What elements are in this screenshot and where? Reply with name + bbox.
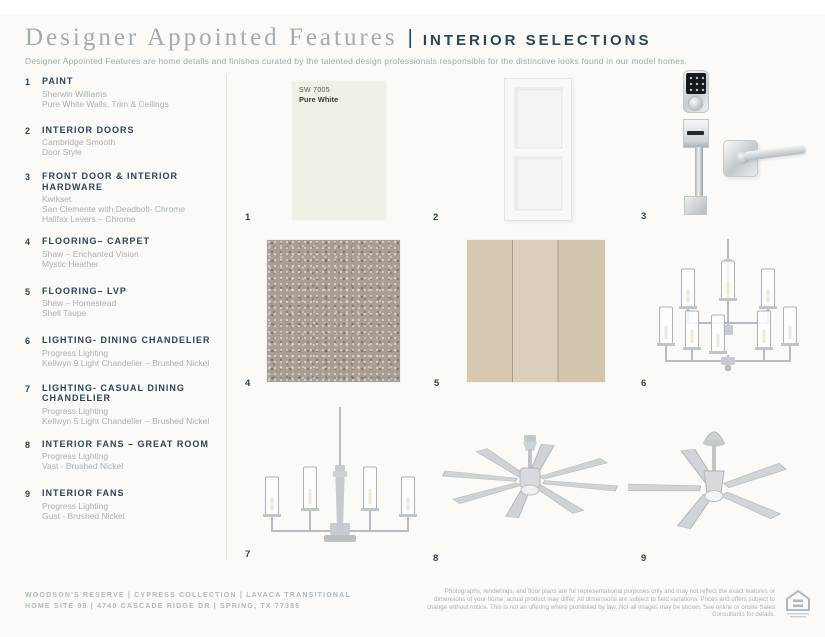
selection-number: 9 — [25, 489, 31, 499]
selection-number: 2 — [25, 125, 31, 136]
selection-heading: LIGHTING- DINING CHANDELIER — [42, 335, 211, 345]
vertical-divider — [226, 74, 227, 560]
paint-swatch-image — [292, 81, 386, 220]
selection-item-6 — [25, 335, 230, 368]
selection-detail: Progress Lighting — [42, 451, 109, 461]
selection-heading: LIGHTING- CASUAL DINING CHANDELIER — [42, 382, 185, 403]
image-caption-2: 2 — [433, 212, 439, 223]
carpet-sample-image — [267, 240, 400, 382]
handleset-thumb-latch — [687, 131, 704, 135]
selection-detail: Shaw – Homestead — [42, 298, 117, 308]
selection-heading: FRONT DOOR & INTERIOR HARDWARE — [42, 171, 178, 192]
selection-number: 4 — [25, 237, 31, 247]
selections-list — [25, 76, 230, 536]
footer-line-2: HOME SITE 99 | 4740 CASCADE RIDGE DR | SPRING, TX 77386 — [25, 603, 301, 610]
great-room-fan-image — [440, 413, 620, 551]
selection-item-2 — [25, 125, 230, 158]
selection-number: 1 — [25, 77, 31, 87]
selection-detail: Progress Lighting — [42, 347, 109, 358]
selection-heading: INTERIOR DOORS — [42, 124, 135, 135]
footer-disclaimer: Photographs, renderings, and floor plans are for representational purposes only and may not reflect the exact features or dimensions of your home; actual product may differ. All dimensions are subject to field variations. Prices and offers subject to change without notice. This is not an offering where prohibited by law. Not all images may be shown. See online or onsite Sales Consultants for details. — [426, 588, 775, 619]
lvp-sample-image — [467, 240, 605, 382]
selection-detail: Kellwyn 9 Light Chandelier – Brushed Nickel — [42, 357, 210, 368]
image-caption-3: 3 — [641, 211, 647, 222]
selection-heading: FLOORING– CARPET — [42, 236, 151, 246]
keypad-screen — [686, 73, 706, 94]
equal-housing-opportunity-icon — [784, 589, 812, 619]
selection-detail: Gust - Brushed Nickel — [42, 510, 125, 521]
selection-item-1 — [25, 76, 230, 109]
image-caption-6: 6 — [641, 378, 647, 389]
selection-detail: Shell Taupe — [42, 308, 87, 318]
casual-dining-chandelier-5-light-image — [250, 405, 430, 553]
door-panel-top — [514, 87, 563, 149]
selection-heading: PAINT — [42, 76, 74, 86]
image-caption-7: 7 — [245, 549, 251, 560]
title-serif: Designer Appointed Features — [25, 24, 398, 51]
header — [25, 24, 805, 66]
selection-detail: Mystic Heather — [42, 258, 99, 269]
selection-item-8 — [25, 439, 230, 472]
footer-line-1: WOODSON'S RESERVE | CYPRESS COLLECTION | LAVACA TRANSITIONAL — [25, 592, 351, 599]
selection-item-7 — [25, 383, 230, 426]
selection-heading: FLOORING– LVP — [42, 285, 127, 296]
selection-detail: Sherwin Williams — [42, 88, 107, 99]
image-caption-4: 4 — [245, 378, 251, 389]
selection-detail: San Clemente with Deadbolt- Chrome — [42, 204, 186, 214]
selection-detail: Vast - Brushed Nickel — [42, 461, 124, 471]
selection-item-5 — [25, 286, 230, 319]
selection-detail: Cambridge Smooth — [42, 137, 116, 147]
deadbolt-knob — [688, 96, 703, 111]
selection-detail: Door Style — [42, 147, 82, 157]
image-caption-1: 1 — [245, 212, 251, 223]
selection-heading: INTERIOR FANS – GREAT ROOM — [42, 438, 209, 449]
image-caption-9: 9 — [641, 553, 647, 564]
dining-chandelier-9-light-image — [652, 237, 804, 383]
selection-number: 8 — [25, 439, 31, 450]
interior-fan-image — [628, 413, 810, 561]
handleset-foot — [684, 196, 707, 215]
door-hardware-image — [680, 68, 810, 218]
image-caption-5: 5 — [434, 378, 440, 389]
selection-number: 7 — [25, 383, 31, 394]
top-band — [0, 0, 825, 14]
selection-detail: Halifax Levers – Chrome — [42, 214, 136, 224]
selection-number: 5 — [25, 286, 31, 297]
image-caption-8: 8 — [433, 553, 439, 564]
paint-name: Pure White — [299, 95, 339, 104]
selection-detail: Progress Lighting — [42, 405, 109, 416]
selection-detail: Kwikset — [42, 194, 72, 204]
selection-number: 6 — [25, 336, 31, 346]
selection-item-4 — [25, 236, 230, 269]
page-title — [25, 24, 805, 52]
selection-number: 3 — [25, 172, 31, 182]
title-sans: INTERIOR SELECTIONS — [422, 32, 652, 49]
header-description: Designer Appointed Features are home details and finishes curated by the talented design professionals responsible for the distinctive looks found in our model homes. — [25, 56, 688, 66]
selection-detail: Pure White Walls, Trim & Ceilings — [42, 98, 169, 109]
paint-code: SW 7005 — [299, 87, 330, 94]
selection-detail: Shaw – Enchanted Vision — [42, 248, 139, 259]
selection-item-9 — [25, 488, 230, 521]
interior-door-image — [504, 78, 572, 221]
door-panel-bottom — [514, 156, 563, 211]
selection-detail: Kellwyn 5 Light Chandelier – Brushed Nickel — [42, 415, 210, 426]
selection-heading: INTERIOR FANS — [42, 488, 125, 498]
footer-community-info — [25, 590, 385, 612]
selection-item-3 — [25, 171, 230, 224]
title-divider: | — [407, 27, 413, 49]
selection-detail: Progress Lighting — [42, 500, 109, 511]
